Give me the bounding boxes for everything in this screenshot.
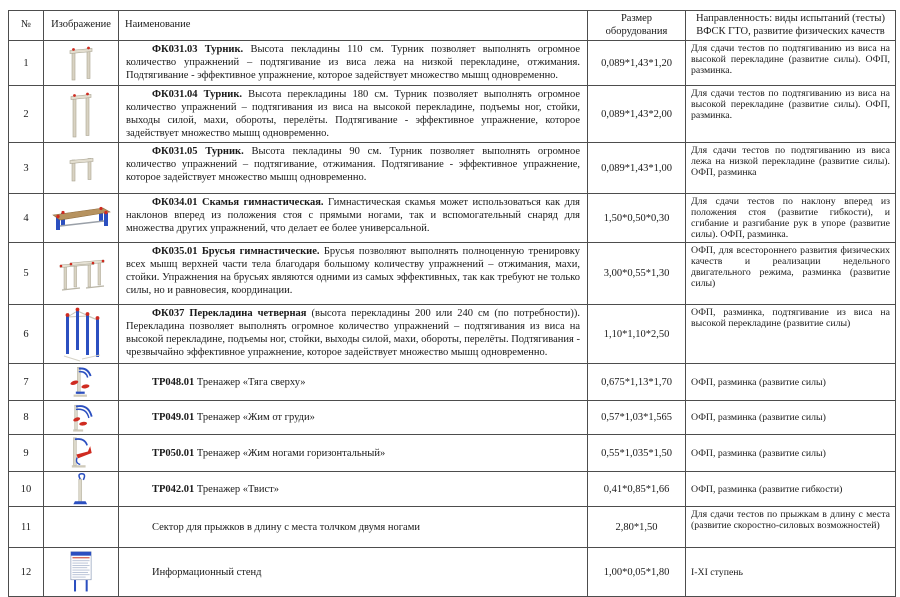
equipment-purpose: ОФП, разминка (развитие силы)	[686, 401, 896, 435]
document-page	[8, 10, 896, 597]
leg-press-trainer-image	[68, 436, 94, 470]
header-image: Изображение	[44, 11, 119, 41]
equipment-table	[8, 10, 896, 597]
equipment-size: 0,57*1,03*1,565	[588, 401, 686, 435]
chest-press-trainer-image	[67, 403, 95, 433]
equipment-image-cell	[44, 305, 119, 364]
equipment-name: ФК035.01 Брусья гимнастические. Брусья позволяют выполнять полноценную тренировку всех мышц верхней части тела благодаря большому количеству упражнений – отжимания, махи, стойки. Упражнения на брусьях являются одними из самых эффективных, так как требуют не только силы, но и равновесия, координации.	[119, 243, 588, 305]
equipment-image-cell	[44, 41, 119, 86]
table-row	[9, 143, 896, 194]
equipment-name: Сектор для прыжков в длину с места толчком двумя ногами	[119, 507, 588, 548]
equipment-image-cell	[44, 472, 119, 507]
table-row	[9, 435, 896, 472]
row-number: 8	[9, 401, 44, 435]
header-purpose: Направленность: виды испытаний (тесты) ВФСК ГТО, развитие физических качеств	[686, 11, 896, 41]
equipment-image-cell	[44, 548, 119, 597]
equipment-image-cell	[44, 243, 119, 305]
equipment-purpose: ОФП, разминка (развитие гибкости)	[686, 472, 896, 507]
equipment-size: 1,50*0,50*0,30	[588, 194, 686, 243]
header-row	[9, 11, 896, 41]
header-num: №	[9, 11, 44, 41]
quad-horizontal-bar-image	[60, 307, 102, 362]
equipment-name: ФК031.03 Турник. Высота пекладины 110 см. Турник позволяет выполнять огромное количество упражнений – подтягивание из виса лежа на низкой перекладине, отжимания. Подтягивание - эффективное упражнение, которое задействует множество мышц одновременно.	[119, 41, 588, 86]
twist-trainer-image	[71, 473, 91, 505]
row-number: 3	[9, 143, 44, 194]
equipment-name: ФК037 Перекладина четверная (высота перекладины 200 или 240 см (по потребности)). Перекладина позволяет выполнять огромное количество упражнений – подтягивания из виса на высокой перекладине, подъемы ног, стойки, выходы силой, махи, обороты, перелёты. Подтягивания - чрезвычайно эффективное упражнение, которое задействует множество мышц одновременно.	[119, 305, 588, 364]
row-number: 11	[9, 507, 44, 548]
equipment-size: 1,00*0,05*1,80	[588, 548, 686, 597]
row-number: 2	[9, 86, 44, 143]
table-row	[9, 243, 896, 305]
equipment-name: ФК031.05 Турник. Высота пекладины 90 см. Турник позволяет выполнять огромное количество упражнений – подтягивание, отжимания. Подтягивание - эффективное упражнение, которое задействует множество мышц одновременно.	[119, 143, 588, 194]
equipment-size: 0,089*1,43*1,20	[588, 41, 686, 86]
equipment-purpose: Для сдачи тестов по наклону вперед из положения стоя (развитие гибкости), и сгибание и разгибание рук в упоре (развитие силы). ОФП, разминка.	[686, 194, 896, 243]
equipment-name: Информационный стенд	[119, 548, 588, 597]
table-row	[9, 305, 896, 364]
header-name: Наименование	[119, 11, 588, 41]
equipment-purpose: I-XI ступень	[686, 548, 896, 597]
row-number: 12	[9, 548, 44, 597]
table-row	[9, 86, 896, 143]
equipment-size: 0,089*1,43*2,00	[588, 86, 686, 143]
parallel-bars-image	[53, 254, 109, 294]
row-number: 1	[9, 41, 44, 86]
equipment-image-cell	[44, 507, 119, 548]
equipment-image-cell	[44, 143, 119, 194]
equipment-purpose: ОФП, разминка (развитие силы)	[686, 364, 896, 401]
row-number: 10	[9, 472, 44, 507]
equipment-size: 2,80*1,50	[588, 507, 686, 548]
equipment-size: 0,089*1,43*1,00	[588, 143, 686, 194]
table-row	[9, 507, 896, 548]
equipment-purpose: Для сдачи тестов по прыжкам в длину с места (развитие скоростно-силовых возможностей)	[686, 507, 896, 548]
equipment-image-cell	[44, 435, 119, 472]
equipment-size: 3,00*0,55*1,30	[588, 243, 686, 305]
table-row	[9, 472, 896, 507]
equipment-purpose: Для сдачи тестов по подтягиванию из виса лежа на низкой перекладине (развитие силы). ОФП, разминка	[686, 143, 896, 194]
table-row	[9, 194, 896, 243]
equipment-name: ФК034.01 Скамья гимнастическая. Гимнастическая скамья может использоваться как для наклонов вперед из положения стоя с прямыми ногами, так и вспомогательный снаряд для множества других упражнений, что делает ее более универсальной.	[119, 194, 588, 243]
lat-pulldown-trainer-image	[68, 365, 94, 399]
row-number: 5	[9, 243, 44, 305]
equipment-name: ТР048.01 Тренажер «Тяга сверху»	[119, 364, 588, 401]
equipment-name: ТР049.01 Тренажер «Жим от груди»	[119, 401, 588, 435]
equipment-name: ТР050.01 Тренажер «Жим ногами горизонтальный»	[119, 435, 588, 472]
row-number: 4	[9, 194, 44, 243]
row-number: 9	[9, 435, 44, 472]
table-row	[9, 401, 896, 435]
equipment-image-cell	[44, 364, 119, 401]
row-number: 6	[9, 305, 44, 364]
equipment-image-cell	[44, 86, 119, 143]
pullup-bar-110-image	[64, 43, 98, 83]
equipment-purpose: ОФП, разминка (развитие силы)	[686, 435, 896, 472]
gym-bench-image	[50, 204, 112, 232]
pullup-bar-180-image	[65, 89, 97, 139]
row-number: 7	[9, 364, 44, 401]
equipment-name: ТР042.01 Тренажер «Твист»	[119, 472, 588, 507]
equipment-purpose: ОФП, разминка, подтягивание из виса на высокой перекладине (развитие силы)	[686, 305, 896, 364]
equipment-purpose: ОФП, для всестороннего развития физических качеств и реализации недельного двигательного режима, разминка (развитие силы)	[686, 243, 896, 305]
equipment-name: ФК031.04 Турник. Высота перекладины 180 см. Турник позволяет выполнять огромное количество упражнений – подтягивания из виса на высокой перекладине, подъемы ног, стойки, выходы силой, махи, обороты, перелёты. Подтягивание - эффективное упражнение, которое задействует множество мышц одновременно.	[119, 86, 588, 143]
equipment-image-cell	[44, 194, 119, 243]
equipment-purpose: Для сдачи тестов по подтягиванию из виса на высокой перекладине (развитие силы). ОФП, разминка.	[686, 86, 896, 143]
table-row	[9, 41, 896, 86]
equipment-size: 0,41*0,85*1,66	[588, 472, 686, 507]
equipment-size: 1,10*1,10*2,50	[588, 305, 686, 364]
header-size: Размер оборудования	[588, 11, 686, 41]
table-row	[9, 548, 896, 597]
info-stand-image	[67, 549, 95, 595]
equipment-purpose: Для сдачи тестов по подтягиванию из виса на высокой перекладине (развитие силы). ОФП, разминка.	[686, 41, 896, 86]
equipment-size: 0,675*1,13*1,70	[588, 364, 686, 401]
table-row	[9, 364, 896, 401]
equipment-image-cell	[44, 401, 119, 435]
equipment-size: 0,55*1,035*1,50	[588, 435, 686, 472]
pullup-bar-90-image	[63, 153, 99, 183]
